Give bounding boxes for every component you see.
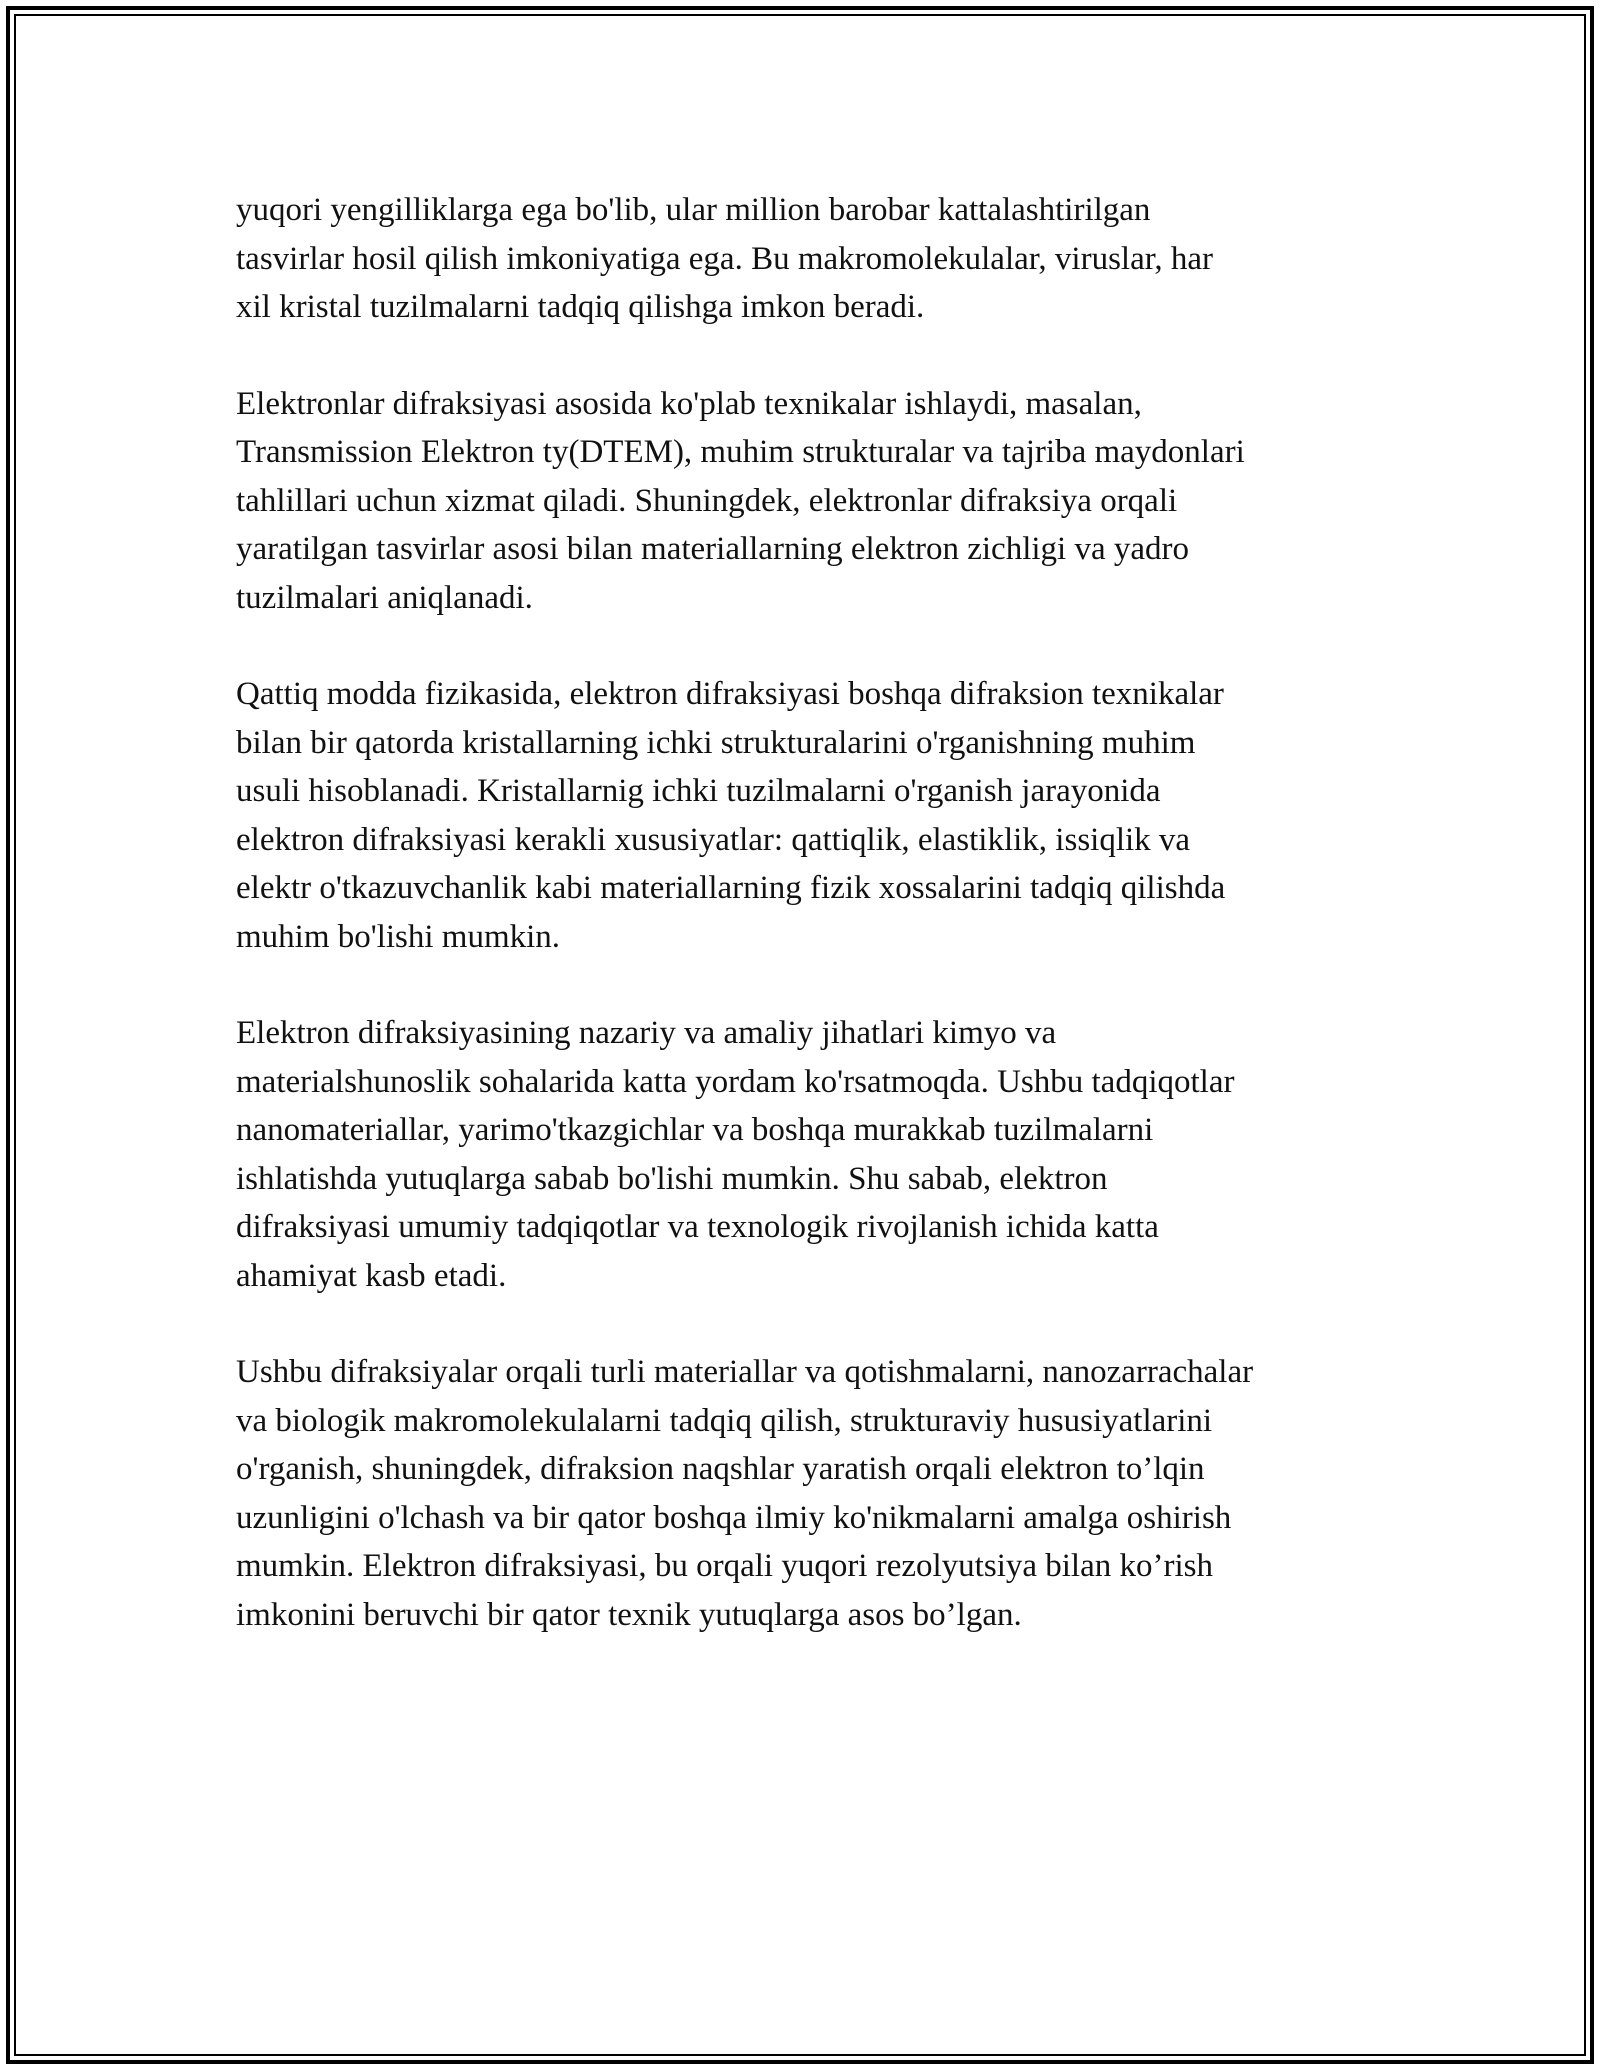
paragraph [236, 1348, 1386, 1639]
paragraph [236, 670, 1386, 961]
text-line: xil kristal tuzilmalarni tadqiq qilishga imkon beradi. [236, 289, 925, 325]
text-line: materialshunoslik sohalarida katta yordam ko'rsatmoqda. Ushbu tadqiqotlar [236, 1063, 1235, 1100]
text-line: o'rganish, shuningdek, difraksion naqshlar yaratish orqali elektron to’lqin [236, 1451, 1205, 1487]
text-line: va biologik makromolekulalarni tadqiq qilish, strukturaviy hususiyatlarini [236, 1402, 1213, 1439]
paragraph [236, 1009, 1386, 1300]
text-line: Qattiq modda fizikasida, elektron difraksiyasi boshqa difraksion texnikalar [236, 676, 1224, 712]
text-line: elektr o'tkazuvchanlik kabi materiallarning fizik xossalarini tadqiq qilishda [236, 870, 1226, 906]
text-line: muhim bo'lishi mumkin. [236, 918, 561, 955]
text-line: yaratilgan tasvirlar asosi bilan materiallarning elektron zichligi va yadro [236, 531, 1189, 567]
text-line: Ushbu difraksiyalar orqali turli materiallar va qotishmalarni, nanozarrachalar [236, 1354, 1254, 1390]
paragraph [236, 380, 1386, 623]
text-line: difraksiyasi umumiy tadqiqotlar va texnologik rivojlanish ichida katta [236, 1209, 1159, 1245]
text-line: tahlillari uchun xizmat qiladi. Shuningdek, elektronlar difraksiya orqali [236, 482, 1178, 519]
text-line: Transmission Elektron ty(DTEM), muhim strukturalar va tajriba maydonlari [236, 434, 1245, 470]
paragraph [236, 186, 1386, 332]
text-line: Elektronlar difraksiyasi asosida ko'plab texnikalar ishlaydi, masalan, [236, 385, 1142, 422]
text-line: usuli hisoblanadi. Kristallarnig ichki tuzilmalarni o'rganish jarayonida [236, 773, 1161, 809]
text-line: nanomateriallar, yarimo'tkazgichlar va boshqa murakkab tuzilmalarni [236, 1112, 1154, 1148]
text-line: tasvirlar hosil qilish imkoniyatiga ega. Bu makromolekulalar, viruslar, har [236, 240, 1214, 277]
text-line: uzunligini o'lchash va bir qator boshqa ilmiy ko'nikmalarni amalga oshirish [236, 1499, 1232, 1536]
document-body [236, 186, 1386, 1687]
text-line: Elektron difraksiyasining nazariy va amaliy jihatlari kimyo va [236, 1015, 1057, 1051]
text-line: imkonini beruvchi bir qator texnik yutuqlarga asos bo’lgan. [236, 1596, 1022, 1633]
text-line: ahamiyat kasb etadi. [236, 1257, 507, 1294]
text-line: tuzilmalari aniqlanadi. [236, 579, 533, 616]
text-line: mumkin. Elektron difraksiyasi, bu orqali yuqori rezolyutsiya bilan ko’rish [236, 1548, 1213, 1584]
text-line: bilan bir qatorda kristallarning ichki strukturalarini o'rganishning muhim [236, 724, 1196, 761]
text-line: ishlatishda yutuqlarga sabab bo'lishi mumkin. Shu sabab, elektron [236, 1160, 1108, 1197]
text-line: elektron difraksiyasi kerakli xususiyatlar: qattiqlik, elastiklik, issiqlik va [236, 821, 1191, 858]
text-line: yuqori yengilliklarga ega bo'lib, ular million barobar kattalashtirilgan [236, 192, 1151, 228]
